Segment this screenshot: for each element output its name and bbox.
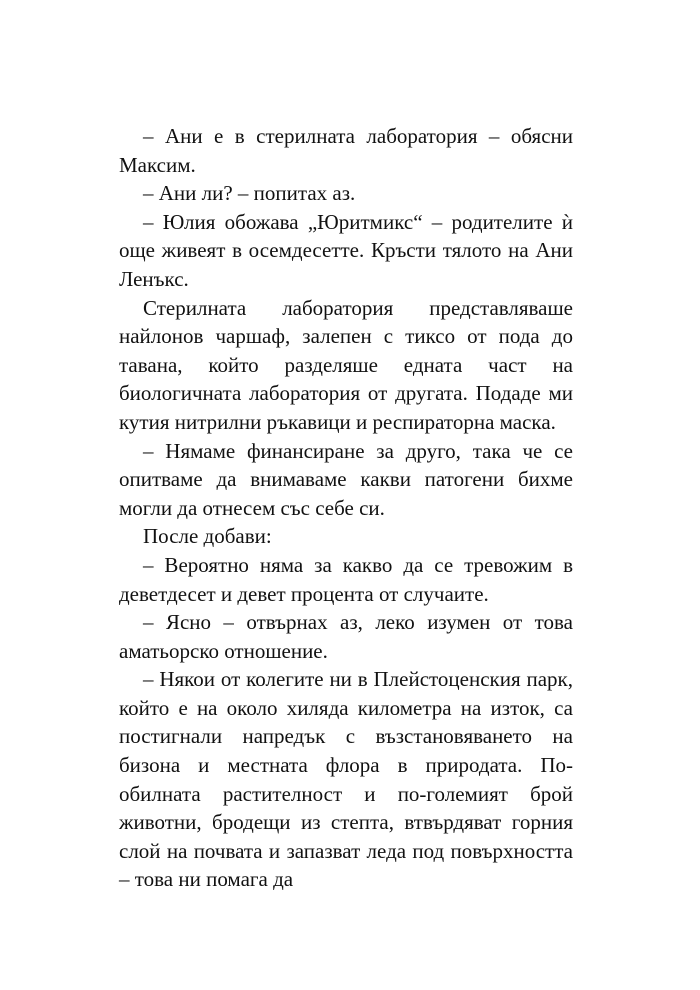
- paragraph-3: – Юлия обожава „Юритмикс“ – родителите ѝ още живеят в осемдесетте. Кръсти тялото на Ани Ленъкс.: [119, 209, 573, 291]
- paragraph-5: – Нямаме финансиране за друго, така че се опитваме да внимаваме какви патогени бихме могли да отнесем със себе си.: [119, 438, 573, 520]
- paragraph-1: – Ани е в стерилната лаборатория – обясни Максим.: [119, 124, 573, 177]
- paragraph-2: – Ани ли? – попитах аз.: [143, 181, 356, 206]
- paragraph-4: Стерилната лаборатория представляваше найлонов чаршаф, залепен с тиксо от пода до тавана, който разделяше едната част на биологичната лаборатория от другата. Подаде ми кутия нитрилни ръкавици и респираторна маска.: [119, 295, 573, 434]
- paragraph-6: После добави:: [143, 524, 272, 549]
- page-text: [119, 122, 573, 894]
- paragraph-8: – Ясно – отвърнах аз, леко изумен от това аматьорско отношение.: [119, 610, 573, 663]
- paragraph-9: – Някои от колегите ни в Плейстоценския парк, който е на около хиляда километра на изток, са постигнали напредък с възстановяването на бизона и местната флора в природата. По-обилната растителност и по-големият брой животни, бродещи из степта, втвърдяват горния слой на почвата и запазват леда под повърхността – това ни помага да: [119, 667, 573, 892]
- paragraph-7: – Вероятно няма за какво да се тревожим в деветдесет и девет процента от случаите.: [119, 552, 573, 606]
